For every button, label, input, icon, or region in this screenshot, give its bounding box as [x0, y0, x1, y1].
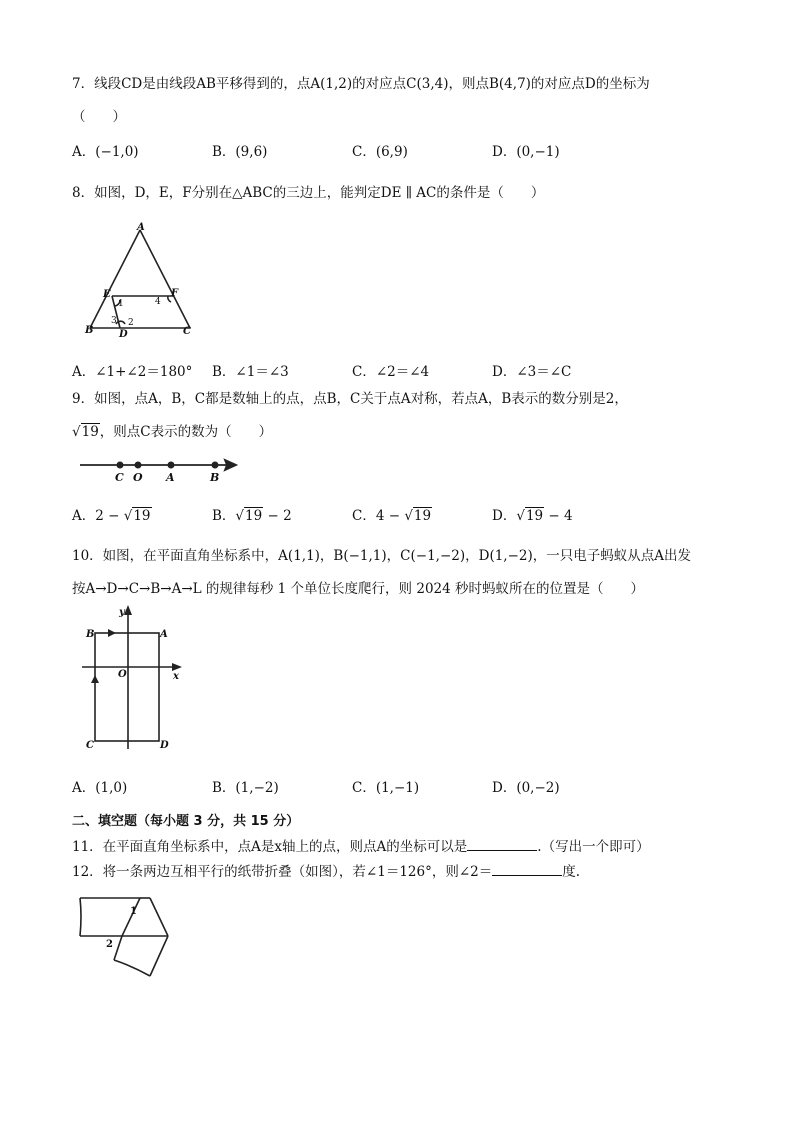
q11-stem: 11．在平面直角坐标系中，点A是x轴上的点，则点A的坐标可以是 .（写出一个即可）: [72, 839, 650, 855]
q8-angle-4: 4: [155, 297, 161, 307]
q9-number-line-figure: [76, 453, 241, 487]
q10-label-b: B: [86, 629, 95, 640]
q8-label-e: E: [103, 289, 111, 300]
q8-option-b: B．∠1＝∠3: [212, 364, 289, 380]
q12-stem: 12．将一条两边互相平行的纸带折叠（如图），若∠1＝126°，则∠2＝ 度.: [72, 864, 581, 880]
q10-label-c: C: [86, 740, 94, 751]
q8-angle-2: 2: [128, 318, 134, 328]
q10-label-y: y: [119, 607, 125, 618]
q7-stem-line1: 7．线段CD是由线段AB平移得到的，点A(1,2)的对应点C(3,4)，则点B(4,7)的对应点D的坐标为: [72, 76, 650, 92]
q12-angle-1: 1: [130, 906, 137, 917]
q7-stem-line2: （ ）: [72, 109, 126, 125]
q8-stem: 8．如图，D，E，F分别在△ABC的三边上，能判定DE ∥ AC的条件是（ ）: [72, 185, 545, 201]
q8-label-d: D: [119, 329, 128, 340]
section-2-title: 二、填空题（每小题 3 分，共 15 分）: [72, 814, 300, 829]
q10-stem-line2: 按A→D→C→B→A→L 的规律每秒 1 个单位长度爬行，则 2024 秒时蚂蚁所在的位置是（ ）: [72, 581, 644, 597]
q9-label-a: A: [166, 471, 175, 484]
q8-triangle-figure: [82, 218, 197, 343]
q10-label-x: x: [173, 671, 179, 682]
q8-option-d: D．∠3＝∠C: [492, 364, 572, 380]
q7-option-b: B．(9,6): [212, 144, 268, 160]
q8-label-f: F: [171, 288, 179, 299]
q10-label-o: O: [118, 669, 127, 680]
q8-label-c: C: [183, 326, 191, 337]
q12-paper-strip-figure: [76, 890, 176, 985]
q10-option-b: B．(1,−2): [212, 780, 279, 796]
q10-option-d: D．(0,−2): [492, 780, 560, 796]
q10-label-d: D: [160, 740, 169, 751]
q7-option-a: A．(−1,0): [72, 144, 139, 160]
q12-answer-blank[interactable]: [492, 863, 562, 876]
q8-option-c: C．∠2＝∠4: [352, 364, 430, 380]
q9-option-b: B．√19 − 2: [212, 508, 292, 524]
q9-label-o: O: [133, 471, 143, 484]
q8-label-b: B: [85, 325, 94, 336]
q11-answer-blank[interactable]: [467, 838, 537, 851]
q9-label-c: C: [115, 471, 124, 484]
q8-label-a: A: [137, 222, 145, 233]
q8-angle-3: 3: [111, 316, 117, 326]
q9-stem-line2: √19，则点C表示的数为（ ）: [72, 424, 273, 440]
q10-stem-line1: 10．如图，在平面直角坐标系中，A(1,1)，B(−1,1)，C(−1,−2)，D(1,−2)，一只电子蚂蚁从点A出发: [72, 548, 692, 564]
q8-angle-1: 1: [118, 299, 124, 309]
q10-option-a: A．(1,0): [72, 780, 128, 796]
q10-option-c: C．(1,−1): [352, 780, 420, 796]
q8-option-a: A．∠1+∠2＝180°: [72, 364, 193, 380]
q10-label-a: A: [160, 629, 168, 640]
q9-stem-line1: 9．如图，点A，B，C都是数轴上的点，点B，C关于点A对称，若点A，B表示的数分别是2，: [72, 391, 628, 407]
q9-option-a: A．2 − √19: [72, 508, 151, 524]
q10-coordinate-figure: [78, 603, 188, 753]
q9-sqrt-radicand: 19: [81, 424, 99, 440]
q7-option-c: C．(6,9): [352, 144, 408, 160]
q7-option-d: D．(0,−1): [492, 144, 560, 160]
q9-label-b: B: [210, 471, 220, 484]
q9-stem-line2-rest: ，则点C表示的数为（ ）: [99, 424, 273, 440]
q9-option-c: C．4 − √19: [352, 508, 432, 524]
q12-angle-2: 2: [106, 939, 113, 950]
q9-option-d: D．√19 − 4: [492, 508, 573, 524]
